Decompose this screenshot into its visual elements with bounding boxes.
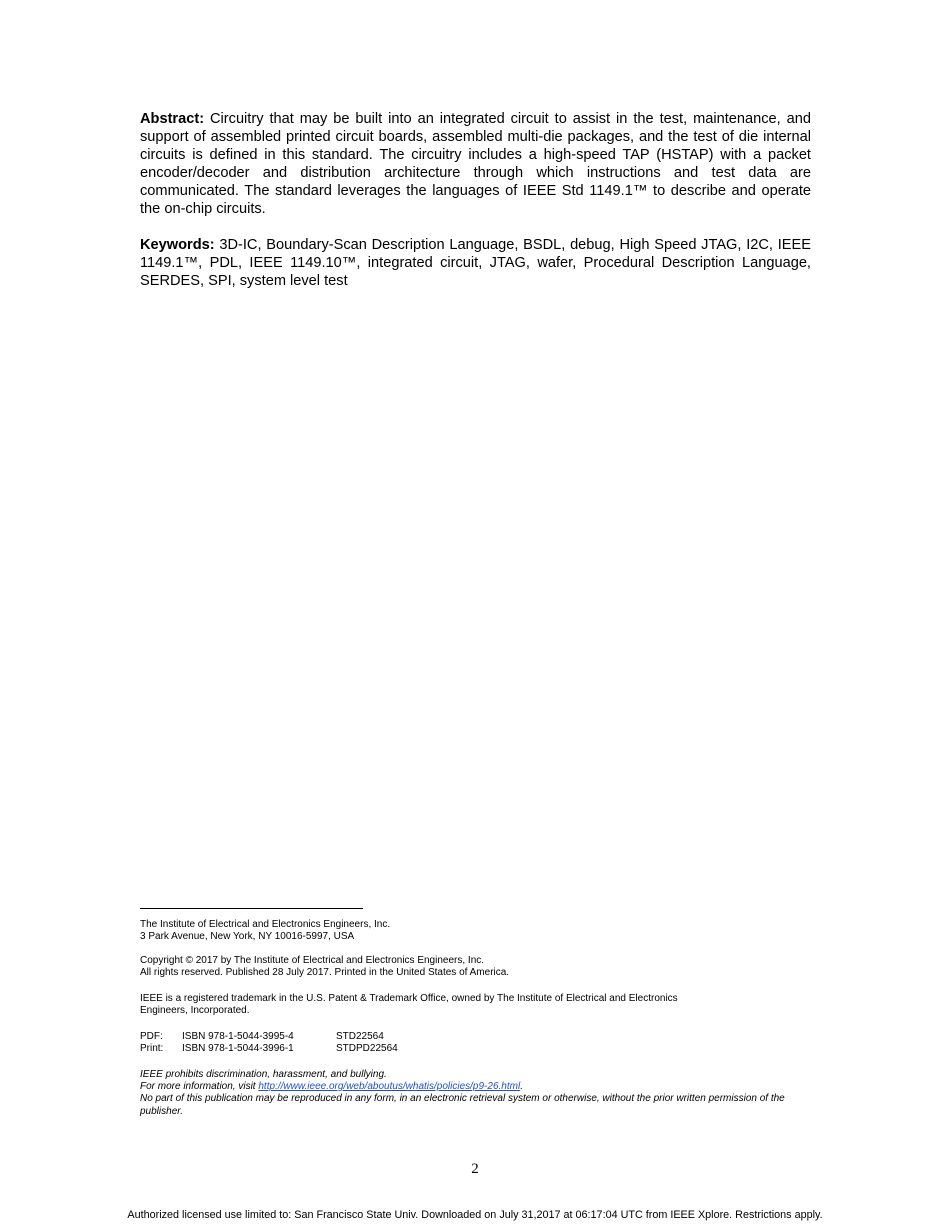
footnote-divider [140, 908, 363, 909]
isbn-table [140, 1031, 398, 1055]
publisher-info [140, 919, 820, 943]
policy-info-suffix: . [520, 1081, 523, 1093]
keywords-paragraph [140, 237, 811, 291]
copyright-line-1: Copyright © 2017 by The Institute of Electrical and Electronics Engineers, Inc. [140, 955, 485, 966]
policy-info-prefix: For more information, visit [140, 1081, 259, 1093]
page-number: 2 [471, 1161, 479, 1177]
policy-notice [140, 1069, 815, 1118]
keywords-label: Keywords: [140, 237, 215, 253]
authorized-use-notice: Authorized licensed use limited to: San Francisco State Univ. Downloaded on July 31,2017 at 06:17:04 UTC from IEEE Xplore. Restrictions apply. [127, 1209, 823, 1221]
policy-link[interactable]: http://www.ieee.org/web/aboutus/whatis/policies/p9-26.html [258, 1081, 521, 1093]
abstract-paragraph [140, 111, 811, 218]
abstract-text: Circuitry that may be built into an integrated circuit to assist in the test, maintenance, and support of assembled printed circuit boards, assembled multi-die packages, and the test of die internal circuits is defined in this standard. The circuitry includes a high-speed TAP (HSTAP) with a packet encoder/decoder and distribution architecture through which instructions and test data are communicated. The standard leverages the languages of IEEE Std 1149.1™ to describe and operate the on-chip circuits. [140, 111, 811, 217]
isbn-number: ISBN 978-1-5044-3996-1 [182, 1043, 294, 1055]
isbn-number: ISBN 978-1-5044-3995-4 [182, 1031, 294, 1042]
isbn-row-print [140, 1043, 398, 1055]
copyright-notice [140, 955, 820, 979]
reproduction-notice: No part of this publication may be reproduced in any form, in an electronic retrieval system or otherwise, without the prior written permission of the publisher. [140, 1093, 785, 1117]
keywords-text: 3D-IC, Boundary-Scan Description Language, BSDL, debug, High Speed JTAG, I2C, IEEE 1149.1™, PDL, IEEE 1149.10™, integrated circuit, JTAG, wafer, Procedural Description Language, SERDES, SPI, system level test [140, 237, 811, 289]
trademark-line-2: Engineers, Incorporated. [140, 1005, 250, 1017]
policy-info-line [140, 1081, 815, 1093]
publisher-name: The Institute of Electrical and Electronics Engineers, Inc. [140, 919, 391, 930]
abstract-label: Abstract: [140, 111, 205, 127]
isbn-format: PDF: [140, 1031, 163, 1042]
policy-discrimination: IEEE prohibits discrimination, harassment, and bullying. [140, 1069, 387, 1080]
isbn-row-pdf [140, 1031, 398, 1043]
isbn-code: STDPD22564 [336, 1043, 398, 1055]
copyright-line-2: All rights reserved. Published 28 July 2017. Printed in the United States of America. [140, 967, 510, 979]
trademark-notice [140, 993, 820, 1017]
isbn-format: Print: [140, 1043, 164, 1055]
publisher-address: 3 Park Avenue, New York, NY 10016-5997, USA [140, 931, 355, 943]
isbn-code: STD22564 [336, 1031, 384, 1042]
trademark-line-1: IEEE is a registered trademark in the U.S. Patent & Trademark Office, owned by The Institute of Electrical and Electronics [140, 993, 678, 1004]
